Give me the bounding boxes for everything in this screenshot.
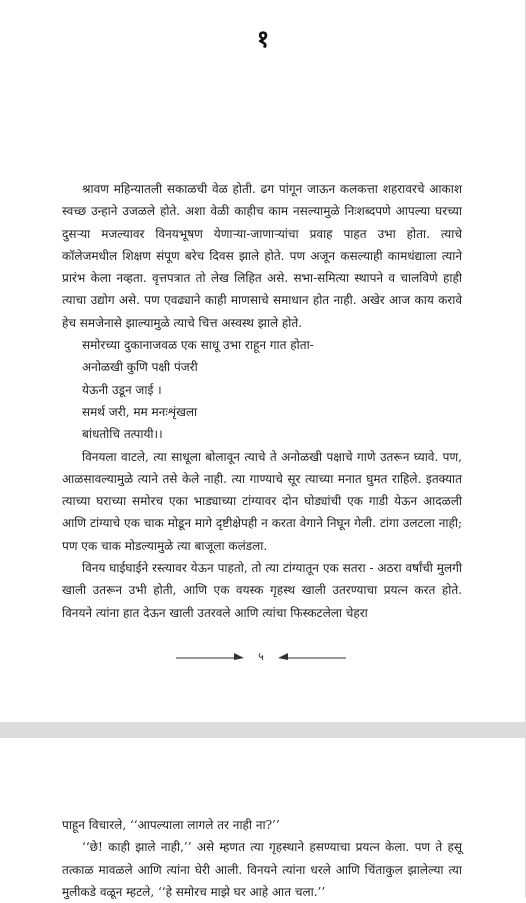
paragraph-vinay-street: विनय घाईघाईने रस्त्यावर येऊन पाहतो, तो त्या टांग्यातून एक सतरा - अठरा वर्षांची मुलगी खाली उतरून उभी होती, आणि एक वयस्क गृहस्थ खाली उतरण्याचा प्रयत्न करत होते. विनयने त्यांना हात देऊन खाली उतरवले आणि त्यांचा फिस्कटलेला चेहरा [62, 561, 462, 620]
paragraph-dialogue: ‘‘छे! काही झाले नाही,’’ असे म्हणत त्या गृहस्थाने हसण्याचा प्रयत्न केला. पण ते हसू तत्काळ मावळले आणि त्यांना घेरी आली. विनयने त्यांना धरले आणि चिंताकुल झालेल्या त्या मुलीकडे वळून म्हटले, ‘‘हे समोरच माझे घर आहे आत चला.’’ [62, 840, 462, 899]
paragraph-vinay-thought: विनयला वाटले, त्या साधूला बोलावून त्याचे ते अनोळखी पक्षाचे गाणे उतरून घ्यावे. पण, आळसावल्यामुळे त्याने तसे केले नाही. त्या गाण्याचे सूर त्याच्या मनात घुमत राहिले. इतक्यात त्याच्या घराच्या समोरच एका भाड्याच्या टांग्यावर दोन घोड्यांची एक गाडी येऊन आदळली आणि टांग्याचे एक चाक मोडून मागे दृष्टीक्षेपही न करता वेगाने निघून गेली. टांगा उलटला नाही; पण एक चाक मोडल्यामुळे त्या बाजूला कलंडला. [62, 449, 462, 553]
song-intro-line: समोरच्या दुकानाजवळ एक साधू उभा राहून गात होता- [82, 338, 314, 353]
page-separator [0, 722, 526, 738]
book-page-lower [0, 738, 526, 898]
song-verse [62, 356, 462, 445]
page-text-body [62, 178, 462, 624]
page-number: ५ [258, 650, 264, 663]
page-footer-ornament [176, 648, 346, 668]
page-text-body-continued [62, 814, 462, 903]
paragraph-opening: श्रावण महिन्यातली सकाळची वेळ होती. ढग पांगून जाऊन कलकत्ता शहरावरचे आकाश स्वच्छ उन्हाने उजळले होते. अशा वेळी काहीच काम नसल्यामुळे निःशब्दपणे आपल्या घरच्या दुसऱ्या मजल्यावर विनयभूषण येणाऱ्या-जाणाऱ्यांचा प्रवाह पाहत उभा होता. त्याचे कॉलेजमधील शिक्षण संपूण बरेच दिवस झाले होते. पण अजून कसल्याही कामधंद्याला त्याने प्रारंभ केला नव्हता. वृत्तपत्रात तो लेख लिहित असे. सभा-समित्या स्थापने व चालविणे हाही त्याचा उद्योग असे. पण एवढ्याने काही माणसाचे समाधान होत नाही. अखेर आज काय करावे हेच समजेनासे झाल्यामुळे त्याचे चित्त अस्वस्थ झाले होते. [62, 182, 462, 330]
verse-line-1: अनोळखी कुणि पक्षी पंजरी [82, 360, 198, 375]
chapter-number: १ [256, 25, 270, 53]
continued-line: पाहून विचारले, ‘‘आपल्याला लागले तर नाही ना?’’ [62, 818, 280, 832]
verse-line-2: येऊनी उडून जाई । [82, 382, 162, 397]
verse-line-3: समर्थ जरी, मम मनःशृंखला [82, 404, 198, 419]
verse-line-4: बांधतोचि तत्पायी।। [82, 427, 163, 442]
